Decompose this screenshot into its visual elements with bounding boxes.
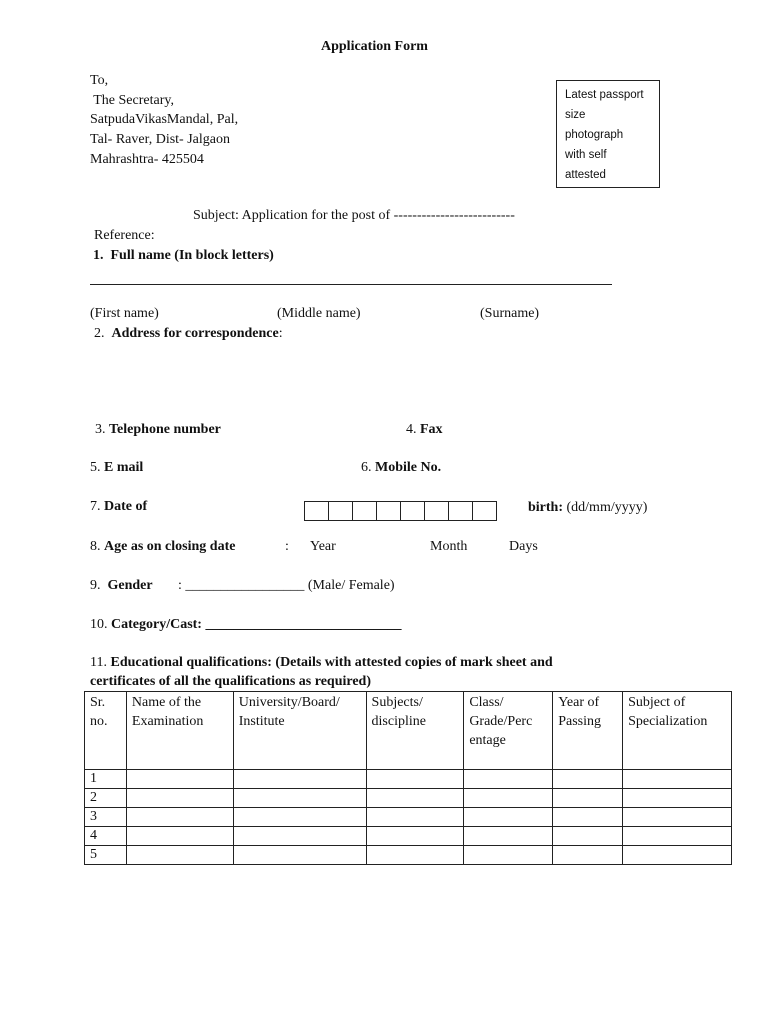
subject-line: Subject: Application for the post of -------------------------- — [193, 208, 515, 223]
qualifications-table — [84, 691, 732, 865]
telephone-label: Telephone number — [109, 422, 221, 437]
dob-digit-box[interactable] — [328, 501, 353, 521]
column-header-class-grade: Class/ Grade/Perc entage — [464, 692, 553, 770]
row-number: 3 — [85, 808, 127, 827]
field-fax — [406, 421, 443, 439]
table-cell[interactable] — [366, 846, 464, 865]
surname-caption: (Surname) — [480, 306, 540, 321]
field-category — [90, 616, 401, 634]
field-number: 9. — [90, 578, 101, 593]
address-colon: : — [278, 326, 283, 341]
table-cell[interactable] — [366, 770, 464, 789]
table-cell[interactable] — [553, 846, 623, 865]
table-cell[interactable] — [623, 789, 732, 808]
dob-digit-box[interactable] — [424, 501, 449, 521]
age-month-label: Month — [430, 539, 468, 554]
age-label: Age as on closing date — [104, 539, 236, 554]
field-address — [94, 325, 283, 343]
table-cell[interactable] — [464, 827, 553, 846]
dob-birth-label: birth: — [528, 500, 563, 515]
table-cell[interactable] — [464, 770, 553, 789]
address-line: The Secretary, — [90, 93, 174, 108]
dob-digit-box[interactable] — [376, 501, 401, 521]
table-cell[interactable] — [126, 827, 233, 846]
table-row — [85, 770, 732, 789]
education-label: Educational qualifications: (Details with attested copies of mark sheet and — [110, 655, 553, 670]
table-cell[interactable] — [623, 827, 732, 846]
dob-digit-box[interactable] — [352, 501, 377, 521]
address-line: SatpudaVikasMandal, Pal, — [90, 112, 239, 127]
table-cell[interactable] — [553, 789, 623, 808]
table-cell[interactable] — [553, 827, 623, 846]
table-cell[interactable] — [623, 846, 732, 865]
email-label: E mail — [104, 460, 144, 475]
table-cell[interactable] — [233, 808, 366, 827]
dob-format-hint: (dd/mm/yyyy) — [566, 500, 648, 515]
gender-blank — [178, 577, 395, 595]
photo-box-line: size — [565, 109, 586, 121]
field-number: 7. — [90, 499, 101, 514]
column-header-examination: Name of the Examination — [126, 692, 233, 770]
first-name-caption: (First name) — [90, 306, 159, 321]
table-cell[interactable] — [126, 789, 233, 808]
age-colon: : — [285, 539, 289, 554]
field-number: 6. — [361, 460, 372, 475]
column-header-year: Year of Passing — [553, 692, 623, 770]
table-cell[interactable] — [126, 808, 233, 827]
row-number: 5 — [85, 846, 127, 865]
table-header-row — [85, 692, 732, 770]
field-dob — [90, 498, 147, 516]
table-cell[interactable] — [464, 789, 553, 808]
table-cell[interactable] — [233, 827, 366, 846]
table-cell[interactable] — [126, 770, 233, 789]
dob-digit-box[interactable] — [400, 501, 425, 521]
row-number: 2 — [85, 789, 127, 808]
reference-label: Reference: — [94, 228, 155, 243]
table-cell[interactable] — [233, 770, 366, 789]
table-cell[interactable] — [366, 827, 464, 846]
field-number: 8. — [90, 539, 101, 554]
field-number: 5. — [90, 460, 101, 475]
photo-placeholder-box[interactable] — [556, 80, 660, 188]
field-number: 3. — [95, 422, 106, 437]
column-header-university: University/Board/ Institute — [233, 692, 366, 770]
table-cell[interactable] — [553, 808, 623, 827]
age-days-label: Days — [509, 539, 538, 554]
field-age — [90, 538, 235, 556]
gender-options: (Male/ Female) — [307, 578, 395, 593]
address-to: To, — [90, 73, 109, 88]
table-cell[interactable] — [366, 808, 464, 827]
table-cell[interactable] — [623, 808, 732, 827]
photo-box-line: with self — [565, 149, 607, 161]
page-title: Application Form — [321, 39, 428, 54]
field-number: 1. — [93, 248, 104, 263]
dob-digit-box[interactable] — [448, 501, 473, 521]
table-row — [85, 789, 732, 808]
table-cell[interactable] — [233, 846, 366, 865]
middle-name-caption: (Middle name) — [277, 306, 361, 321]
gender-input-line[interactable]: : _________________ — [178, 578, 305, 593]
field-education — [90, 654, 553, 672]
table-row — [85, 808, 732, 827]
field-number: 4. — [406, 422, 417, 437]
mobile-label: Mobile No. — [375, 460, 442, 475]
table-cell[interactable] — [233, 789, 366, 808]
field-number: 2. — [94, 326, 105, 341]
full-name-label: Full name (In block letters) — [110, 248, 274, 263]
education-label-cont: certificates of all the qualifications as required) — [90, 674, 371, 689]
table-row — [85, 846, 732, 865]
category-label: Category/Cast: ____________________________ — [111, 617, 402, 632]
column-header-subjects: Subjects/ discipline — [366, 692, 464, 770]
row-number: 4 — [85, 827, 127, 846]
field-email — [90, 459, 143, 477]
field-telephone — [95, 421, 221, 439]
table-cell[interactable] — [366, 789, 464, 808]
table-cell[interactable] — [464, 846, 553, 865]
photo-box-line: Latest passport — [565, 89, 644, 101]
address-line: Mahrashtra- 425504 — [90, 152, 204, 167]
table-cell[interactable] — [553, 770, 623, 789]
table-cell[interactable] — [464, 808, 553, 827]
gender-label: Gender — [107, 578, 153, 593]
field-number: 11. — [90, 655, 107, 670]
dob-suffix — [528, 499, 647, 517]
table-row — [85, 827, 732, 846]
column-header-specialization: Subject of Specialization — [623, 692, 732, 770]
address-label: Address for correspondence — [111, 326, 279, 341]
table-cell[interactable] — [623, 770, 732, 789]
field-gender — [90, 577, 153, 595]
photo-box-line: attested — [565, 169, 606, 181]
address-line: Tal- Raver, Dist- Jalgaon — [90, 132, 230, 147]
row-number: 1 — [85, 770, 127, 789]
field-mobile — [361, 459, 441, 477]
field-full-name — [93, 247, 274, 265]
dob-label: Date of — [104, 499, 148, 514]
table-cell[interactable] — [126, 846, 233, 865]
dob-digit-box[interactable] — [304, 501, 329, 521]
dob-input-boxes[interactable] — [304, 501, 497, 521]
full-name-input-line[interactable] — [90, 284, 612, 285]
dob-digit-box[interactable] — [472, 501, 497, 521]
age-year-label: Year — [310, 539, 336, 554]
field-number: 10. — [90, 617, 108, 632]
column-header-sr-no: Sr. no. — [85, 692, 127, 770]
fax-label: Fax — [420, 422, 443, 437]
photo-box-line: photograph — [565, 129, 624, 141]
